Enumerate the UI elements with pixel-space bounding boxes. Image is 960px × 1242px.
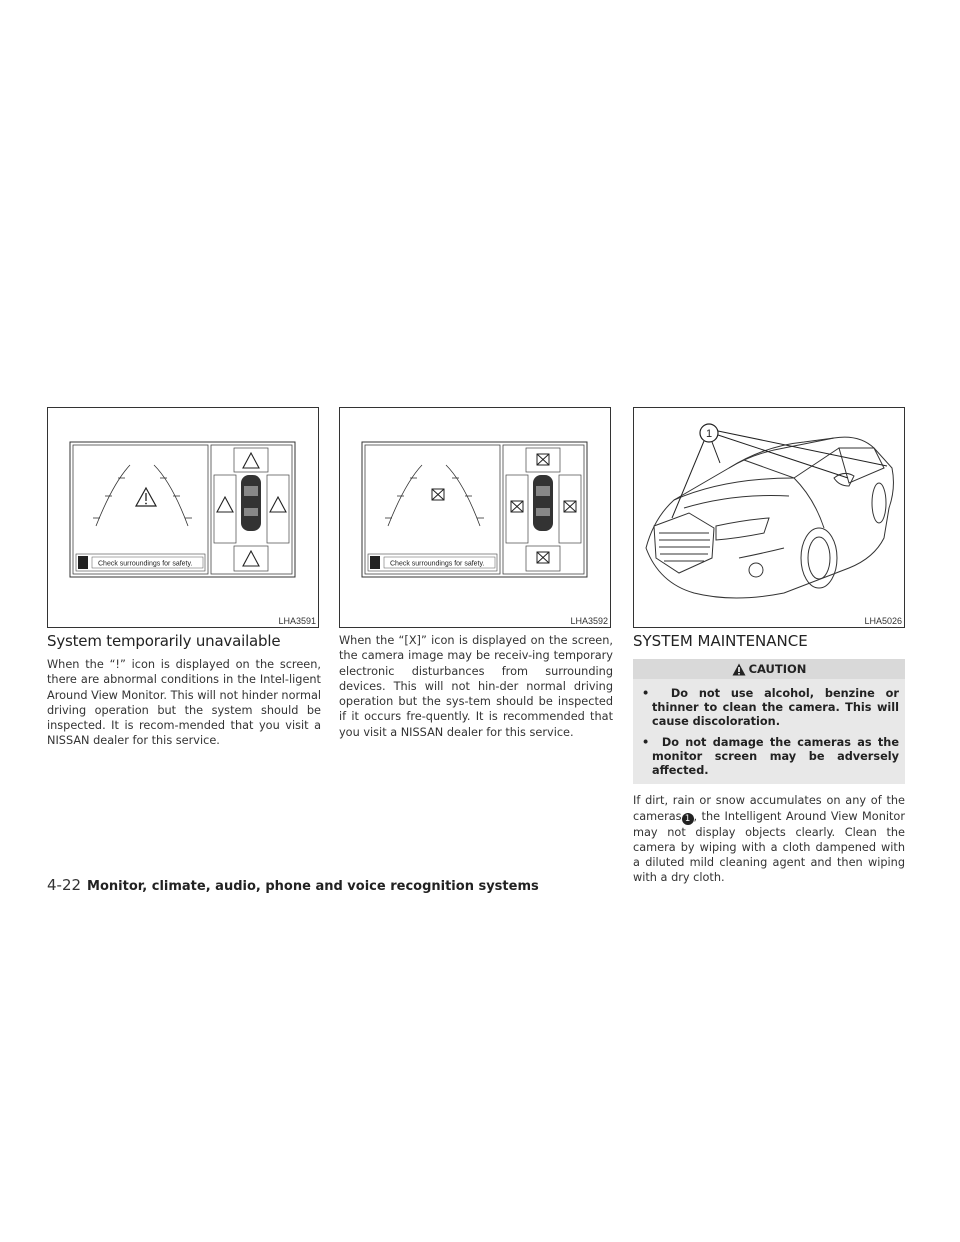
figure-disturbance-icons <box>339 407 611 628</box>
caution-warning-icon <box>732 663 746 676</box>
figure-warning-icons <box>47 407 319 628</box>
page-number: 4-22 <box>47 876 82 894</box>
svg-text:1: 1 <box>705 428 713 440</box>
monitor-warning-illustration <box>48 408 320 629</box>
caution-item: • Do not damage the cameras as the monitor screen may be adversely affected. <box>642 735 899 778</box>
maintenance-body: If dirt, rain or snow accumulates on any of the cameras 1 , the Intelligent Around View Monitor may not display objects clearly. Clean the camera by wiping with a cloth dampened with a diluted mild cleaning agent and then wiping with a dry cloth. <box>633 794 905 885</box>
callout-marker: 1 <box>682 813 694 825</box>
caution-list <box>633 679 905 778</box>
caution-item: • Do not use alcohol, benzine or thinner to clean the camera. This will cause discoloration. <box>642 687 899 729</box>
caution-header <box>633 659 905 679</box>
figure-code: LHA5026 <box>864 616 902 626</box>
caution-box <box>633 659 905 784</box>
screen-message: Check surroundings for safety. <box>98 560 193 568</box>
car-camera-illustration <box>634 408 906 629</box>
section-disturbance <box>339 632 613 740</box>
page-footer <box>47 876 539 894</box>
section-heading: System temporarily unavailable <box>47 632 281 650</box>
chapter-title: Monitor, climate, audio, phone and voice recognition systems <box>87 879 539 894</box>
section-body: When the “!” icon is displayed on the screen, there are abnormal conditions in the Intel-ligent Around View Monitor. This will not hinder normal driving operation but the system should be inspected. It is recom-mended that you visit a NISSAN dealer for this service. <box>47 658 322 748</box>
section-body: When the “[X]” icon is displayed on the screen, the camera image may be receiv-ing temporary electronic disturbances from surrounding devices. This will not hin-der normal driving operation but the sys-tem should be inspected if it occurs fre-quently. It is recommended that you visit a NISSAN dealer for this service. <box>339 634 613 739</box>
figure-code: LHA3591 <box>278 616 316 626</box>
figure-code: LHA3592 <box>570 616 608 626</box>
figure-camera-locations <box>633 407 905 628</box>
section-temporarily-unavailable <box>47 632 321 749</box>
section-system-maintenance <box>633 632 905 886</box>
disturbance-x-icon <box>432 489 444 500</box>
screen-message: Check surroundings for safety. <box>390 560 485 568</box>
section-heading: SYSTEM MAINTENANCE <box>633 632 808 650</box>
monitor-disturbance-illustration <box>340 408 612 629</box>
caution-label: CAUTION <box>748 662 807 676</box>
